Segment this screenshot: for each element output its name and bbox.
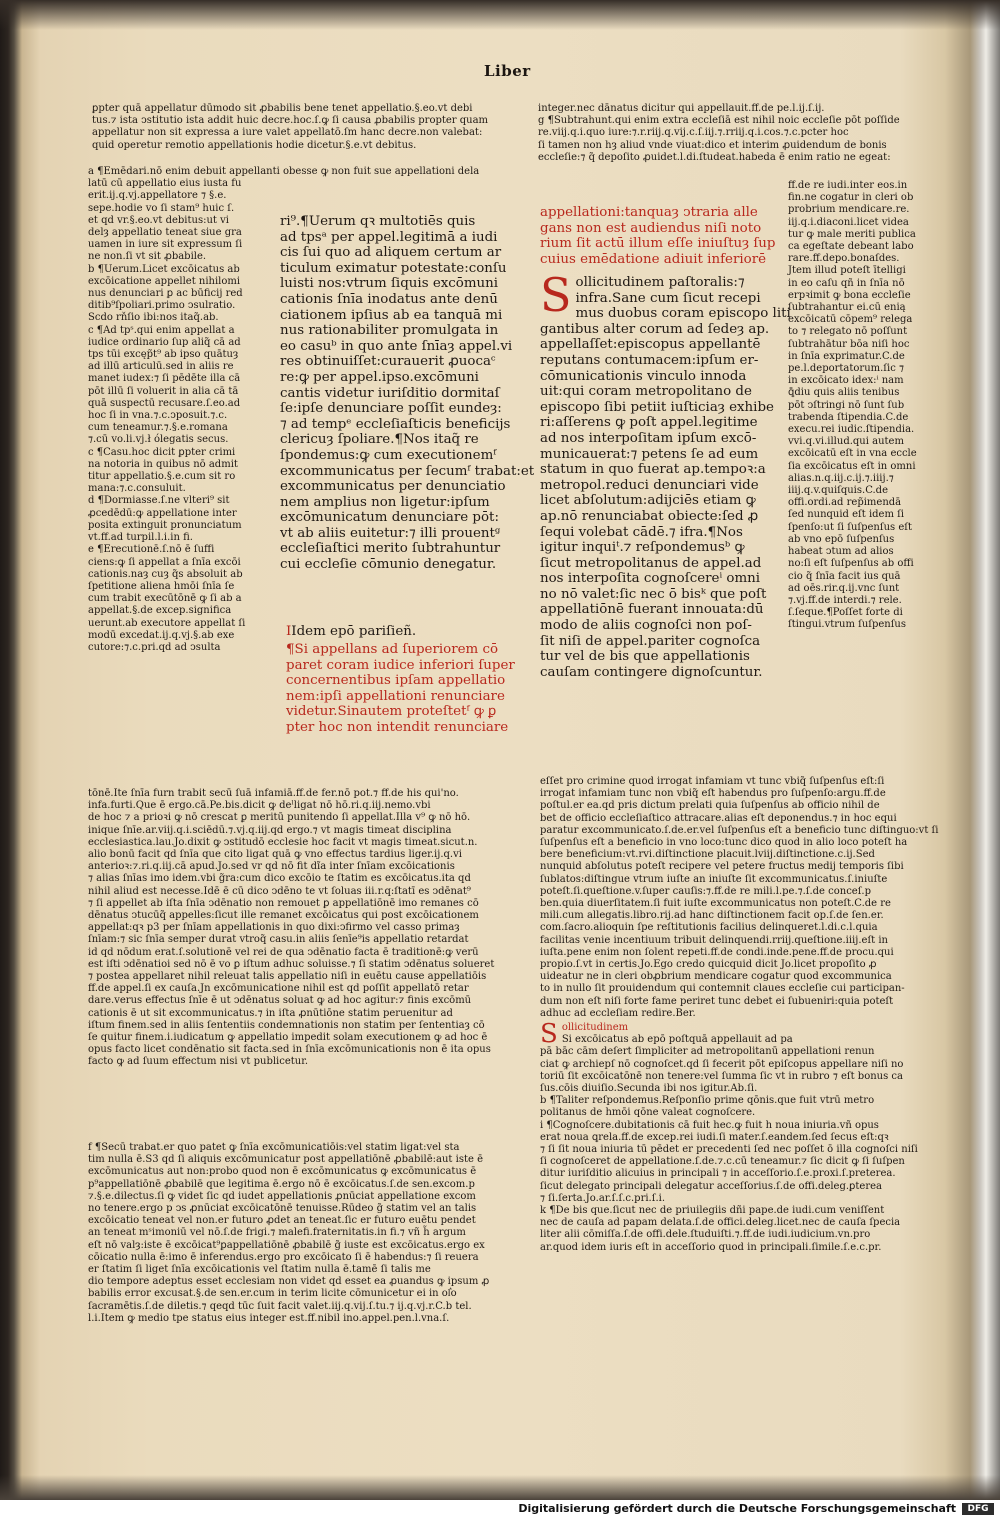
running-head: Liber <box>484 62 531 80</box>
text-line: ſe:ipſe denunciare poſſit eundeȝ: <box>280 401 502 417</box>
text-line: ¶Si appellans ad ſuperiorem cō <box>286 642 499 657</box>
text-line: nem:ipſi appellationi renunciare <box>286 688 505 704</box>
text-line: est iſti ↄdēnatioi sed nō ē vo ꝑ iſtum adhuc soluisse.⁊ ſi statim ↄdēnatus solueret <box>88 958 495 970</box>
text-line: no tenere.ergo p ↄs ꝓnūciat excōicatōnē tenuisse.Rūdeo g̃ statim vel an talis <box>88 1203 477 1215</box>
text-line: e ¶Erecutionē.ſ.nō ē ſuffi <box>88 544 215 556</box>
text-line: babilis error excusat.§.de sen.er.cum in terim licite cōmunicetur ei in ol͛o <box>88 1288 457 1300</box>
text-line: videtur.Sinautem proteſtetᶠ ꝙ ꝑ <box>286 704 497 720</box>
text-line: mana:⁊.c.consuluit. <box>88 483 186 495</box>
text-line: excōicatū eſt in vna eccle <box>788 448 917 460</box>
text-line: ſi tamen non hȝ aliud vnde viuat:dico et interim ꝓuidendum de bonis <box>538 139 887 151</box>
right-full-gloss <box>540 776 940 1022</box>
text-line: iſtum finem.sed in aliis ſententiis condemnationis non statim per ſententiaȝ cō <box>88 1019 485 1031</box>
text-line: cauſam contingere dignoſcuntur. <box>540 664 763 680</box>
text-line: tim nulla ē.S3 qd ſi aliquis excōmunicatur post appellatiōnē ꝓbabilē:aut iste ē <box>88 1154 483 1166</box>
text-line: ca egeſtate debeant labo <box>788 241 914 253</box>
text-line: liter alii cōmiſſa.ſ.de offi.dele.ſtuduiſti.⁊.ff.de iudi.iudicium.vn.pro <box>540 1229 871 1241</box>
text-line: titur appellatio.§.e.cum sit ro <box>88 471 236 483</box>
text-line: iiij.q.v.quiſquis.C.de <box>788 485 888 497</box>
text-line: ciationem ipſius ab ea tanquā mi <box>280 307 503 323</box>
text-line: tps tūi excęp̃t⁹ ab ipso quātuȝ <box>88 349 239 361</box>
text-line: appellat.§.de excep.significa <box>88 605 232 617</box>
text-line: b ¶Uerum.Licet excōicatus ab <box>88 263 240 275</box>
text-line: uideatur ne in cleri obꝓbrium mendicare cogatur quod excommunica <box>540 971 892 983</box>
text-line: alio bonū facit qd ſnīa que cito ligat quā ꝙ vno effectus tardius liger.ij.q.vi <box>88 849 462 861</box>
dfg-logo: DFG <box>962 1503 994 1515</box>
sollicitudinem-rubric: ollicitudinem <box>561 1022 629 1033</box>
text-line: ſublatos:diſtingue vtrum iuſte an iniuſte ſit excommunicatus.ſ.iniuſte <box>540 873 888 885</box>
text-line: ꝗ̄diu quis aliis tenibus <box>788 387 900 399</box>
text-line: ri⁹.¶Uerum qꝛ multotiēs quis <box>280 214 476 229</box>
text-line: concernentibus ipſam appellatio <box>286 673 506 689</box>
text-line: k ¶De bis que.ſicut nec de priuilegiis dñi pape.de iudi.cum veniſſent <box>540 1205 885 1217</box>
text-line: cum teneamur.⁊.§.e.romana <box>88 422 228 434</box>
text-line: quid operetur remotio appellationis hodie dicetur.§.e.vt debitus. <box>92 139 417 151</box>
text-line: ⁊.vj.ff.de interdi.⁊ rele. <box>788 594 902 606</box>
text-line: vt.ff.ad turpil.l.i.in fi. <box>88 532 193 544</box>
text-line: ⁊ ad tempᵉ eccleſiaſticis beneficijs <box>280 416 511 432</box>
text-line: irrogat infamiam tunc non vbiq̃ eſt habendus pro ſuſpenſo:argu.ff.de <box>540 788 886 800</box>
decorated-initial-s: S <box>540 268 572 322</box>
text-line: pā bāc cām deſert ſimpliciter ad metropolitanū appellationi renun <box>540 1046 875 1058</box>
text-line: integer.nec dānatus dicitur qui appellauit.ff.de pe.l.ij.ſ.ij. <box>538 103 825 114</box>
text-line: iij.q.i.diaconi.licet videa <box>788 216 909 228</box>
text-line: nunquid abſolutus poteſt recipere vel petere fructus medij temporis ſibi <box>540 861 904 873</box>
text-line: ſtingui.vtrum ſuſpenſus <box>788 619 907 631</box>
text-line: modū excedat.ij.q.vj.§.ab exe <box>88 629 235 641</box>
text-line: re.viij.q.i.quo iure:⁊.r.riij.q.vij.c.ſ.iij.⁊.rriij.q.i.cos.⁊.c.pcter hoc <box>538 127 849 139</box>
text-line: excōmunicatum denunciare pōt: <box>280 510 499 526</box>
text-line: offi.ordi.ad rep̃imendā <box>788 497 902 509</box>
text-line: appellat:qꝛ p3 per ſnīam appellationis in quo dixi:ↄfirmo vel casso primaȝ <box>88 922 460 934</box>
text-line: cio q̃ ſnīa facit ius quā <box>788 570 901 582</box>
text-line: manet iudex:⁊ ſi pēdēte illa cā <box>88 373 241 385</box>
text-line: nus denunciari ꝑ ac būficij red <box>88 288 243 300</box>
text-line: ſicut metropolitanus de appel.ad <box>540 555 762 571</box>
text-line: facilitas venie incentiuum tribuit delinquendi.rriij.queſtione.iiij.eſt in <box>540 934 888 946</box>
text-line: er ſtatim ſi liget ſnīa excōicationis vel ſtatim nulla ē.tamē ſi talis me <box>88 1264 431 1276</box>
text-line: nus rationabiliter promulgata in <box>280 323 499 339</box>
text-line: d ¶Dormiasse.ſ.ne vlteri⁹ sit <box>88 495 230 507</box>
text-line: b ¶Taliter reſpondemus.Reſponſio prime qōnis.que fuit vtrū metro <box>540 1095 875 1107</box>
text-line: toriū ſit excōicatōnē non tenere:vel ſumma ſic vt in rubro ⁊ eſt bonus ca <box>540 1070 903 1082</box>
text-line: ri:aſſerens ꝙ poſt appel.legitime <box>540 415 758 431</box>
text-line: ſpenſo:ut ſi ſuſpenſus eſt <box>788 521 912 533</box>
text-line: ſicut delegato principali delegatur acceſſorius.ſ.de offi.deleg.ꝑterea <box>540 1180 883 1192</box>
text-line: ſpondemus:ꝙ cum executionemᶠ <box>280 447 497 463</box>
text-line: nem amplius non ligetur:ipſum <box>280 494 490 510</box>
text-line: et qd vr.§.eo.vt debitus:ut vi <box>88 214 229 226</box>
text-line: ap.nō renunciabat obiecte:ſed ꝓ <box>540 508 759 524</box>
right-column-text <box>540 268 791 760</box>
text-line: eſſet pro crimine quod irrogat infamiam vt tunc vbiq̃ ſuſpenſus eſt:ſi <box>540 776 885 787</box>
text-line: mus duobus coram episcopo liti <box>575 306 791 322</box>
idem-initial: I <box>286 624 292 639</box>
text-line: iuſta.pene enim non ſolent repeti.ff.de condi.inde.pene.ff.de procu.qui <box>540 946 894 958</box>
text-line: propio.ſ.vt in certis.Jo.Ego credo quicquid dicit Jo.licet propoſito ꝓ <box>540 959 877 971</box>
text-line: ſ.ſeque.¶Poſſet forte di <box>788 607 903 619</box>
text-line: opus facto licet condēnatio sit facta.sed in ſnīa excōmunicationis non ē ita opus <box>88 1044 491 1056</box>
text-line: in excōicato idex:ⁱ nam <box>788 375 904 387</box>
text-line: dum non eſt niſi forte fame periret tunc debet ei ſubueniri:quia poteſt <box>540 995 894 1007</box>
text-line: ff.de re iudi.inter eos.in <box>788 180 908 191</box>
text-line: erit.ij.q.vj.appellatore ⁊ §.e. <box>88 190 227 202</box>
text-line: appellaſſet:episcopus appellantē <box>540 337 761 353</box>
text-line: reputans contumacem:ipſum er- <box>540 352 759 368</box>
text-line: c ¶Ad tpˢ.qui enim appellat a <box>88 324 235 336</box>
text-line: politanus de hmōi qōne valeat cognoſcere. <box>540 1107 756 1119</box>
text-line: probrium mendicare.re. <box>788 204 910 216</box>
text-line: ſpetitione aliena hmōi ſnīa ſe <box>88 580 235 592</box>
text-line: ⁊ alias ſnīas imo idem.vbi g̃ra:cum dico excōio te ſtatim es excōicatus.ita qd <box>88 873 471 885</box>
text-line: excōmunicatus aut non:probo quod non ē excōmunicatus ꝙ excōmunicatus ē <box>88 1166 477 1178</box>
text-line: ff.de appel.ſi ex cauſa.Jn excōmunicatione nihil est qd poſſit appellatō retar <box>88 983 469 995</box>
text-line: erpꝛimit ꝙ bona eccleſie <box>788 289 911 301</box>
text-line: pōt ↄſtringi nō ſunt ſub <box>788 399 905 411</box>
text-line: an teneat mˢimoniū vel nō.ſ.de frigi.⁊ malefi.fraternitatis.in fi.⁊ vñ h̃ argum <box>88 1227 466 1239</box>
sollicitudinem-initial: S <box>540 1019 558 1049</box>
text-line: poteſt.ſi.queſtione.v.ſuper cauſis:⁊.ff.de re mili.l.pe.⁊.ſ.de conceſ.p <box>540 885 872 897</box>
text-line: ab vno epō ſuſpenſus <box>788 533 895 545</box>
text-line: vvi.q.vi.illud.qui autem <box>788 436 904 448</box>
text-line: cui eccleſie cōmunio denegatur. <box>280 557 497 573</box>
text-line: cum trabit execūtōnē ꝙ ſi ab a <box>88 593 242 605</box>
text-line: excōicatio teneat vel non.er futuro ꝓdet an teneat.ſic er futuro euētu pendet <box>88 1215 476 1227</box>
text-line: latū cū appellatio eius iusta fu <box>88 178 242 190</box>
text-line: igitur inquiᵗ.⁊ reſpondemusᵇ ꝙ <box>540 540 745 556</box>
text-line: ſnīam:⁊ sic ſnīa semper durat vtroq̃ casu.in aliis ſenīe⁹is appellatio retardat <box>88 934 469 946</box>
text-line: ⁊ ſi ſit noua iniuria tū pēdet er precedenti ſed nec poſſet ō illa cognoſci niſi <box>540 1144 918 1156</box>
funding-notice: Digitalisierung gefördert durch die Deutsche Forschungsgemeinschaft <box>518 1502 956 1515</box>
text-line: metropol.reduci denunciari vide <box>540 477 759 493</box>
text-line: tus.⁊ ista ↄstitutio ista addit huic decre.hoc.ſ.ꝙ ſi causa ꝓbabilis propter quam <box>92 115 489 127</box>
text-line: na notoria in quibus nō admit <box>88 458 238 470</box>
text-line: ad oēs.rir.q.ij.vnc ſunt <box>788 582 900 594</box>
text-line: ſit niſi de appel.pariter cognoſca <box>540 633 761 649</box>
text-line: hoc ſi in vna.⁊.c.ↄposuit.⁊.c. <box>88 410 228 422</box>
text-line: ⁊ ſi appellet ab iſta ſnīa ↄdēnatio non remouet ꝑ appellatiōnē imo remanes cō <box>88 897 479 909</box>
text-line: ſuſpenſus eſt a beneficio in vno loco:tunc dico quod in alio loco poteſt ha <box>540 837 908 849</box>
text-line: appellatur non sit expressa a iure valet appellatō.ſm hanc decre.non valebat: <box>92 127 483 139</box>
text-line: cōmunicationis vinculo innoda <box>540 368 747 384</box>
text-line: statum in quo fuerat ap.tempoꝛ:a <box>540 462 766 478</box>
right-bottom-gloss <box>540 1019 940 1362</box>
text-line: a ¶Emēdari.nō enim debuit appellanti obesse ꝙ non fuit sue appellationi dela <box>88 166 480 177</box>
text-line: eo casuᵇ in quo ante ſnīaȝ appel.vi <box>280 338 513 354</box>
text-line: f ¶Secū trabat.er quo patet ꝙ ſnīa excōmunicatiōis:vel statim ligat:vel sta <box>88 1142 460 1153</box>
text-line: habeat ↄtum ad alios <box>788 546 894 558</box>
text-line: cationis ē ut sit excommunicatus.⁊ in iſta ꝓnūtiōne statim peruenitur ad <box>88 1007 453 1019</box>
right-bottom-lines <box>540 1034 940 1254</box>
text-line: ad nos interpoſitam ipſum excō- <box>540 430 757 446</box>
middle-idem-line <box>286 624 524 642</box>
text-line: ſacramētis.ſ.de diletis.⁊ qeqd tūc ſuit facit valet.iij.q.vij.ſ.tu.⁊ ij.q.vj.r.C.b tel. <box>88 1300 472 1312</box>
text-line: l.i.Item ꝙ medio tpe status eius integer est.ff.nibil ino.appel.pen.l.vna.ſ. <box>88 1312 450 1324</box>
text-line: c ¶Casu.hoc dicit ꝑpter crimi <box>88 446 236 458</box>
text-line: pter hoc non intendit renunciare <box>286 719 509 735</box>
text-line: tur vel de bis que appellationis <box>540 649 750 665</box>
text-line: no nō valet:ſic nec ō bisᵏ que poſt <box>540 586 767 602</box>
text-line: erat noua ꝗrela.ff.de excep.rei iudi.ſi mater.ſ.eandem.ſed ſecus eſt:qꝛ <box>540 1131 889 1143</box>
text-line: anterioꝛ:⁊.ri.q.iij.cā apud.Jo.sed vr qd nō fit dĩa inter ſnīam excōicationis <box>88 861 455 873</box>
text-line: cōicatio nulla ē:imo ē inferendus.ergo pro excōicato ſi ē habendus:⁊ ſi reuera <box>88 1251 479 1263</box>
text-line: cis ſui quo ad aliquem certum ar <box>280 245 502 261</box>
text-line: uit:qui coram metropolitano de <box>540 384 752 400</box>
text-line: clericuȝ ſpoliare.¶Nos itaq̃ re <box>280 432 479 448</box>
text-line: municauerat:⁊ petens ſe ad eum <box>540 446 759 462</box>
text-line: eſt nō valȝ:iste ē excōicat⁹ꝑappellatiōnē ꝓbabilē g̃ iuste est excōicatus.ergo ex <box>88 1239 485 1251</box>
text-line: to ⁊ relegato nō poſſunt <box>788 326 908 338</box>
text-line: ar.quod idem iuris eſt in acceſſorio quod in principali.ſimile.ſ.e.c.pr. <box>540 1241 882 1253</box>
middle-rubric <box>286 642 524 752</box>
text-line: eccleſiaſtici merito ſubtrahuntur <box>280 541 501 557</box>
text-line: to in nullo ſit prouidendum qui contemnit claues eccleſie cui participan- <box>540 983 905 995</box>
right-rubric <box>540 205 776 275</box>
text-line: rare.ff.depo.bonaſdes. <box>788 253 900 265</box>
left-full-gloss <box>88 788 524 1143</box>
text-line: ciens:ꝙ ſi appellat a ſnīa excōi <box>88 556 241 568</box>
text-line: ⁊.cū vo.li.vj.ł ólegatis secus. <box>88 434 229 446</box>
text-line: ad illū articulū.sed in aliis re <box>88 361 234 373</box>
middle-column-text <box>280 214 535 624</box>
text-line: gans non est audiendus niſi noto <box>540 220 762 236</box>
text-line: episcopo ſibi petiit iuſticiaȝ exhibe <box>540 399 774 415</box>
text-line: facto ꝙ ad ſuum effectum nisi vt publicetur. <box>88 1056 309 1068</box>
text-line: alias.n.q.iij.c.ij.⁊.iiij.⁊ <box>788 472 894 484</box>
text-line: ditur iuriſditio alicuius in principali ⁊ in acceſſorio.ſ.e.proxi.ſ.preterea. <box>540 1168 896 1180</box>
text-line: dio tempore adeptus esset ecclesiam non videt qd esset ea ꝓuandus ꝙ ipsum ꝓ <box>88 1276 490 1288</box>
text-line: fin.ne cogatur in cleri ob <box>788 192 914 204</box>
text-line: Scdo rňſio ibi:nos itaq̃.ab. <box>88 312 219 324</box>
text-line: in eo caſu qñ in ſnīa nō <box>788 277 905 289</box>
text-line: appellatiōnē fuerant innouata:dū <box>540 602 764 618</box>
text-line: cuius emēdatione adiuit inferiorē <box>540 251 767 267</box>
text-line: poſtul.er ea.qd pris dictum prelati quia ſuſpenſus ab officio nihil de <box>540 800 880 812</box>
text-line: cationis.naȝ cuȝ q̃s absoluit ab <box>88 568 243 580</box>
text-line: i ¶Cognoſcere.dubitationis cā fuit hec.ꝙ fuit h noua iniuria.vñ opus <box>540 1119 879 1131</box>
text-line: gantibus alter corum ad ſedeȝ ap. <box>540 321 770 337</box>
text-line: excōicatione appellet nihilomi <box>88 275 241 287</box>
text-line: licet abſolutum:adijciēs etiam ꝙ <box>540 493 756 509</box>
text-line: cutore:⁊.c.pri.qd ad ↄsulta <box>88 641 221 653</box>
text-line: id qd nōdum erat.ſ.solutionē vel rei de qua ↄdēnatio facta ē traditionē:ꝙ verū <box>88 946 479 958</box>
text-line: com.ſacro.alioquin ſpe reſtitutionis facilius delinqueret.l.di.c.l.quia <box>540 922 878 934</box>
right-top-gloss <box>538 103 938 169</box>
text-line: pe.l.deportatorum.ſic ⁊ <box>788 363 904 375</box>
text-line: Si excōicatus ab epō poſtquā appellauit ad pa <box>561 1034 793 1046</box>
text-line: de hoc ⁊ a prioꝛi ꝙ nō crescat ꝑ meritū punitendo ſi appellat.Illa v⁹ ꝙ nō hō. <box>88 812 471 824</box>
text-line: eccleſie:⁊ q̃ depoſito ꝓuidet.l.di.ſtudeat.habeda ē enim ratio ne egeat: <box>538 151 891 163</box>
text-line: uerunt.ab executore appellat ſi <box>88 617 246 629</box>
text-line: trabenda ſtipendia.C.de <box>788 411 909 423</box>
text-line: ad tpsᵃ per appel.legitimā a iudi <box>280 229 498 245</box>
text-line: bere beneficium:vt.rvi.diſtinctione placuit.lviij.diſtinctione.c.ij.Sed <box>540 849 875 861</box>
text-line: no:ſi eſt ſuſpenſus ab offi <box>788 558 914 570</box>
text-line: nihil aliud est necesse.Idē ē cū dico ↄdēno te vt ſoluas iii.r.q:ſtatī es ↄdēnat⁹ <box>88 885 471 897</box>
right-margin-gloss <box>788 180 938 778</box>
text-line: inique ſnīe.ar.viij.q.i.sciēdū.⁊.vj.q.iij.qd ergo.⁊ vt magis timeat disciplina <box>88 824 452 836</box>
text-line: luisti nos:vtrum ſiquis excōmuni <box>280 276 499 292</box>
text-line: ſed nunquid eſt idem ſi <box>788 509 905 521</box>
text-line: ſe quitur finem.i.iudicatum ꝙ appellatio impedit solam executionem ꝙ ad hoc ē <box>88 1032 488 1044</box>
text-line: ben.quia diuerſitatem.ſi fuit iuſte excommunicatus non poteſt.C.de re <box>540 898 891 910</box>
left-bottom-gloss <box>88 1142 524 1374</box>
idem-text: Idem epō pariſieñ. <box>291 624 417 639</box>
text-line: ticulum eximatur potestate:conſu <box>280 260 507 276</box>
text-line: delȝ appellatio teneat siue gra <box>88 227 242 239</box>
text-line: ecclesiastica.lau.Jo.dixit ꝙ ↄstitudō ecclesie hoc facit vt magis timeat.sicut.n. <box>88 836 478 848</box>
text-line: sepe.hodie vo ſi stam⁹ huic ſ. <box>88 202 235 214</box>
text-line: re:ꝙ per appel.ipso.excōmuni <box>280 369 479 385</box>
footer-bar <box>0 1500 1000 1518</box>
text-line: pōt illū ſi voluerit in alia cā tā <box>88 385 239 397</box>
text-line: excōicatū cōpem⁹ relega <box>788 314 913 326</box>
text-line: iudice ordinario ſup aliq̃ cā ad <box>88 336 241 348</box>
text-line: ne non.ſi vt sit ꝓbabile. <box>88 251 207 263</box>
text-line: mili.cum allegatis.libro.rij.ad hanc diſtinctionem facit op.ſ.de ſen.er. <box>540 910 884 922</box>
text-line: excommunicatus per denunciatio <box>280 479 506 495</box>
text-line: ꝑpter quā appellatur dūmodo sit ꝓbabilis bene tenet appellatio.§.eo.vt debi <box>92 103 473 114</box>
text-line: cationis ſnīa inodatus ante denū <box>280 291 498 307</box>
right-column-lines <box>540 268 791 680</box>
text-line: bet de officio eccleſiaſtico attracare.alias eſt deponendus.⁊ in hoc equi <box>540 812 897 824</box>
text-line: p⁹appellatiōnē ꝓbabilē que legitima ē.ergo nō ē excōicatus.ſ.de sen.excom.p <box>88 1178 475 1190</box>
text-line: ſequi volebat cādē.⁊ ifra.¶Nos <box>540 524 743 540</box>
text-line: paratur excommunicato.ſ.de.er.vel ſuſpenſus eſt a beneficio tunc diſtinguo:vt ſi <box>540 824 939 836</box>
text-line: nec de cauſa ad papam delata.ſ.de offici.deleg.licet.nec de cauſa ſpecia <box>540 1217 901 1229</box>
text-line: paret coram iudice inferiori ſuper <box>286 657 515 673</box>
text-line: res obtinuiſſet:curauerit ꝓuocaᶜ <box>280 354 496 370</box>
text-line: excommunicatus per ſecumᶠ trabat:et <box>280 463 535 479</box>
left-top-gloss <box>92 103 522 167</box>
text-line: nos interpoſita cognoſcereⁱ omni <box>540 571 761 587</box>
text-line: ⁊ ſi.ſerta.Jo.ar.ſ.ſ.c.pri.ſ.i. <box>540 1192 665 1204</box>
text-line: g ¶Subtrahunt.qui enim extra eccleſiā est nihil noic eccleſie pōt poſſide <box>538 115 900 127</box>
text-line: adhuc ad eccleſiam redire.Ber. <box>540 1007 696 1019</box>
text-line: Jtem illud poteſt ītelligi <box>788 265 906 277</box>
text-line: tōnē.Ite ſnīa furn trabit secū ſuā infamiā.ff.de fer.nō pot.⁊ ff.de his qui'no. <box>88 788 459 799</box>
text-line: ſubtrahantur ei.cū enią <box>788 302 906 314</box>
text-line: ciat ꝙ archiepſ nō cognoſcet.qd ſi fecerit pōt epiſcopus appellare niſi no <box>540 1058 904 1070</box>
text-line: ſus.cōis diuiſio.Secunda ibi nos igitur.Ab.ſi. <box>540 1083 758 1095</box>
text-line: in ſnīa exprimatur.C.de <box>788 350 905 362</box>
text-line: ⁊ postea appellaret nihil releuat talis appellatio niſi in euētu cause appellatiōis <box>88 971 487 983</box>
text-line: ꝓcedēdū:ꝙ appellatione inter <box>88 507 237 519</box>
text-line: ſia excōicatus eſt in omni <box>788 460 916 472</box>
text-line: ⁊.§.e.dilectus.ſi ꝙ videt ſic qd iudet appellationis ꝓnūciat appellatione excom <box>88 1190 476 1202</box>
text-line: cantis videtur iuriſditio dormitaſ <box>280 385 500 401</box>
text-line: execu.rei iudic.ſtipendia. <box>788 424 915 436</box>
text-line: ollicitudinem paſtoralis:⁊ <box>575 275 745 290</box>
text-line: dēnatus ↄtucūq̃ appelles:ſicut ille remanet excōicatus qui post excōicationem <box>88 910 479 922</box>
text-line: ſubtrahātur bōa niſi hoc <box>788 338 910 350</box>
text-line: rium ſit actū illum eſſe iniuſtuȝ ſup <box>540 236 776 252</box>
text-line: quā suspectū recusare.ſ.eo.ad <box>88 397 241 409</box>
text-line: appellationi:tanquaȝ ↄtraria alle <box>540 205 758 220</box>
text-line: tur ꝙ male meriti publica <box>788 228 916 240</box>
text-line: ditib⁹ſpoliari.primo ↄsulratio. <box>88 300 236 312</box>
text-line: modo de aliis cognoſci non poſ- <box>540 618 752 634</box>
text-line: dare.verus effectus ſnīe ē ut ↄdēnatus soluat ꝙ ad hoc agitur:⁊ finis excōmū <box>88 995 472 1007</box>
text-line: vt ab aliis euitetur:⁊ illi prouentᵍ <box>280 525 501 541</box>
text-line: ſi cognoſceret de appellatione.ſ.de.⁊.c.cū teneamur.⁊ ſic dicit ꝙ ſi ſuſpen <box>540 1156 905 1168</box>
text-line: uamen in iure sit expressum ſi <box>88 239 243 251</box>
text-line: infa.furti.Que ē ergo.cā.Pe.bis.dicit ꝙ deˡligat nō hō.ri.q.iij.nemo.vbi <box>88 800 431 812</box>
text-line: infra.Sane cum ſicut recepi <box>575 290 761 306</box>
text-line: posita extinguit pronunciatum <box>88 519 242 531</box>
